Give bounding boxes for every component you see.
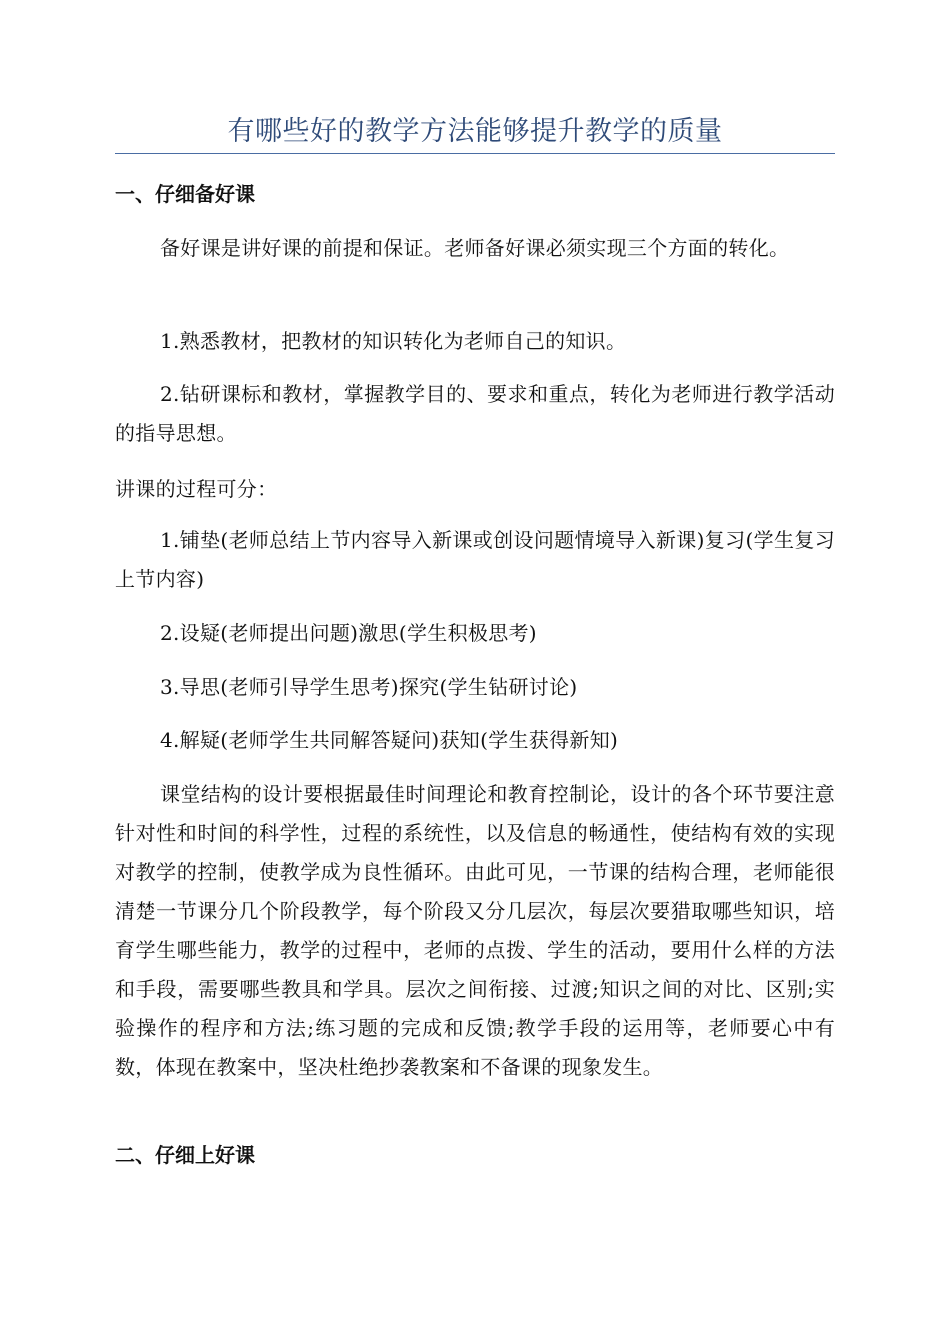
paragraph-process: 讲课的过程可分： bbox=[115, 477, 278, 501]
section-heading-2: 二、仔细上好课 bbox=[115, 1143, 255, 1167]
section-heading-1: 一、仔细备好课 bbox=[115, 182, 255, 206]
paragraph-step-4: 4.解疑(老师学生共同解答疑问)获知(学生获得新知) bbox=[160, 728, 619, 752]
paragraph-step-3: 3.导思(老师引导学生思考)探究(学生钻研讨论) bbox=[160, 675, 578, 699]
document-title: 有哪些好的教学方法能够提升教学的质量 bbox=[227, 116, 723, 147]
paragraph-item-1: 1.熟悉教材，把教材的知识转化为老师自己的知识。 bbox=[160, 329, 627, 353]
paragraph-item-2: 2.钻研课标和教材，掌握教学目的、要求和重点，转化为老师进行教学活动的指导思想。 bbox=[115, 382, 835, 445]
paragraph-intro: 备好课是讲好课的前提和保证。老师备好课必须实现三个方面的转化。 bbox=[160, 236, 790, 260]
paragraph-step-2: 2.设疑(老师提出问题)激思(学生积极思考) bbox=[160, 621, 537, 645]
paragraph-structure: 课堂结构的设计要根据最佳时间理论和教育控制论，设计的各个环节要注意针对性和时间的科学性，过程的系统性，以及信息的畅通性，使结构有效的实现对教学的控制，使教学成为良性循环。由此可见，一节课的结构合理，老师能很清楚一节课分几个阶段教学，每个阶段又分几层次，每层次要猎取哪些知识，培育学生哪些能力，教学的过程中，老师的点拨、学生的活动，要用什么样的方法和手段，需要哪些教具和学具。层次之间衔接、过渡;知识之间的对比、区别;实验操作的程序和方法;练习题的完成和反馈;教学手段的运用等，老师要心中有数，体现在教案中，坚决杜绝抄袭教案和不备课的现象发生。 bbox=[115, 782, 835, 1079]
title-underline bbox=[115, 153, 835, 154]
paragraph-step-1: 1.铺垫(老师总结上节内容导入新课或创设问题情境导入新课)复习(学生复习上节内容) bbox=[115, 528, 835, 591]
